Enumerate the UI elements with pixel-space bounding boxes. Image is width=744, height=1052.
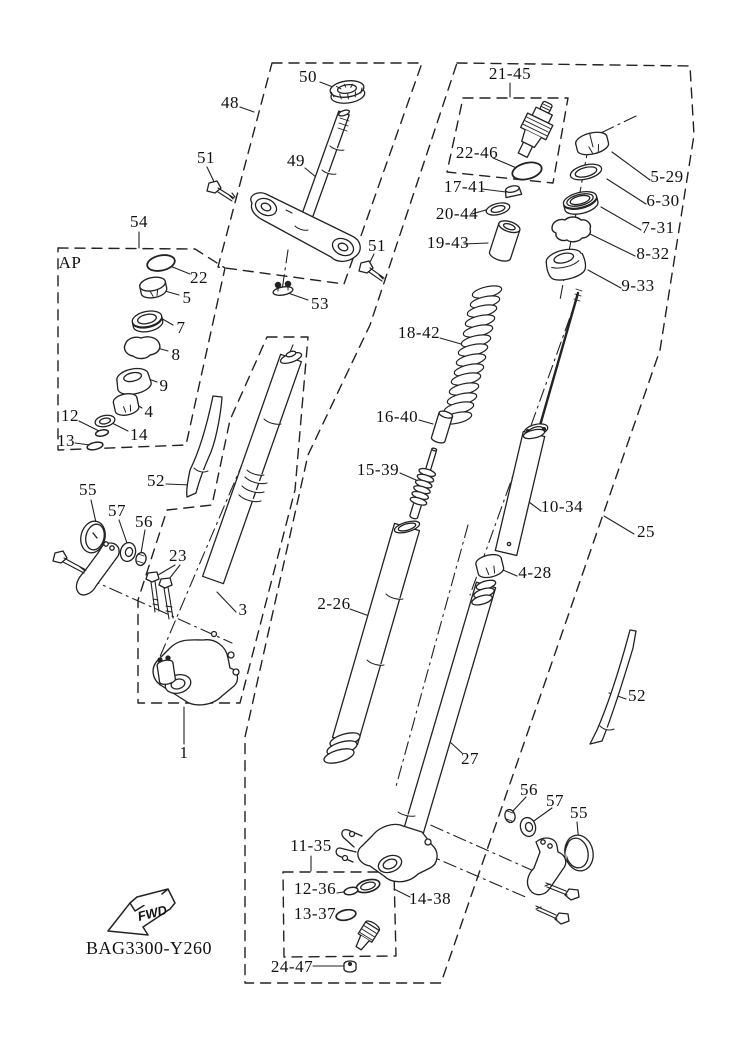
part-label-49: 49 [287, 151, 305, 170]
part-label-7: 7 [176, 318, 186, 337]
part-label-16-40: 16-40 [375, 407, 419, 426]
part-label-23: 23 [169, 546, 187, 565]
part-label-53: 53 [311, 294, 329, 313]
part-label-10-34: 10-34 [540, 497, 584, 516]
part-label-20-44: 20-44 [435, 204, 479, 223]
part-label-2-26: 2-26 [317, 594, 351, 613]
fork-spring-art [441, 284, 503, 427]
part-label-54: 54 [130, 212, 148, 231]
fwd-arrow-label: FWD [136, 902, 169, 924]
part-label-55a: 55 [79, 480, 97, 499]
right-seal-stack-art [544, 129, 611, 283]
part-label-14: 14 [130, 425, 148, 444]
drain-nut-art [344, 961, 356, 972]
part-label-13-37: 13-37 [293, 904, 337, 923]
leader-lines [75, 82, 650, 966]
steering-stem-art [251, 109, 360, 261]
bracket-bolts-art [146, 572, 173, 619]
part-label-9-33: 9-33 [621, 276, 655, 295]
axle-washer-art [355, 877, 381, 895]
rebound-rod-art [405, 446, 443, 521]
part-label-50: 50 [299, 67, 317, 86]
part-label-52b: 52 [628, 686, 646, 705]
part-label-8-32: 8-32 [636, 244, 670, 263]
part-label-3: 3 [238, 600, 248, 619]
bearing-art [329, 79, 366, 106]
part-label-12-36: 12-36 [293, 879, 337, 898]
part-label-5: 5 [182, 288, 192, 307]
part-label-8: 8 [171, 345, 181, 364]
part-label-1: 1 [179, 743, 189, 762]
part-label-14-38: 14-38 [408, 889, 452, 908]
left-seal-stack-art [86, 253, 176, 451]
part-label-4-28: 4-28 [518, 563, 552, 582]
fwd-arrow-icon [108, 889, 175, 935]
part-label-9: 9 [159, 376, 169, 395]
part-label-15-39: 15-39 [356, 460, 400, 479]
slide-bushing-art [474, 552, 505, 580]
part-label-51b: 51 [368, 236, 386, 255]
part-label-52a: 52 [147, 471, 165, 490]
left-fork-leg-art [153, 350, 303, 705]
part-label-17-41: 17-41 [443, 177, 487, 196]
part-label-56b: 56 [520, 780, 538, 799]
part-label-ap: AP [58, 253, 82, 272]
collar-art [431, 410, 454, 445]
part-label-11-35: 11-35 [290, 836, 332, 855]
small-fasteners-art [485, 184, 522, 263]
part-label-6-30: 6-30 [646, 191, 680, 210]
reflector-left-art [53, 519, 147, 595]
part-label-57b: 57 [546, 791, 564, 810]
outer-tube-art [322, 519, 420, 766]
reflector-right-art [504, 808, 597, 924]
part-label-57a: 57 [108, 501, 126, 520]
part-label-18-42: 18-42 [397, 323, 441, 342]
parts-art [53, 79, 636, 972]
part-label-12: 12 [61, 406, 79, 425]
part-label-24-47: 24-47 [270, 957, 314, 976]
part-label-22-46: 22-46 [455, 143, 499, 162]
part-label-13: 13 [57, 431, 75, 450]
part-label-7-31: 7-31 [641, 218, 675, 237]
cap-bolt-art [510, 97, 561, 182]
part-label-51a: 51 [197, 148, 215, 167]
part-label-22: 22 [190, 268, 208, 287]
part-label-21-45: 21-45 [488, 64, 532, 83]
part-label-19-43: 19-43 [426, 233, 470, 252]
part-label-4: 4 [144, 402, 154, 421]
part-label-5-29: 5-29 [650, 167, 684, 186]
part-label-56a: 56 [135, 512, 153, 531]
adjuster-art [335, 886, 381, 972]
protector-right-art [590, 630, 636, 744]
diagram-code: BAG3300-Y260 [86, 938, 212, 958]
part-label-27: 27 [461, 749, 479, 768]
part-label-25: 25 [637, 522, 655, 541]
damper-art [495, 289, 582, 556]
part-label-48: 48 [221, 93, 239, 112]
part-label-55b: 55 [570, 803, 588, 822]
